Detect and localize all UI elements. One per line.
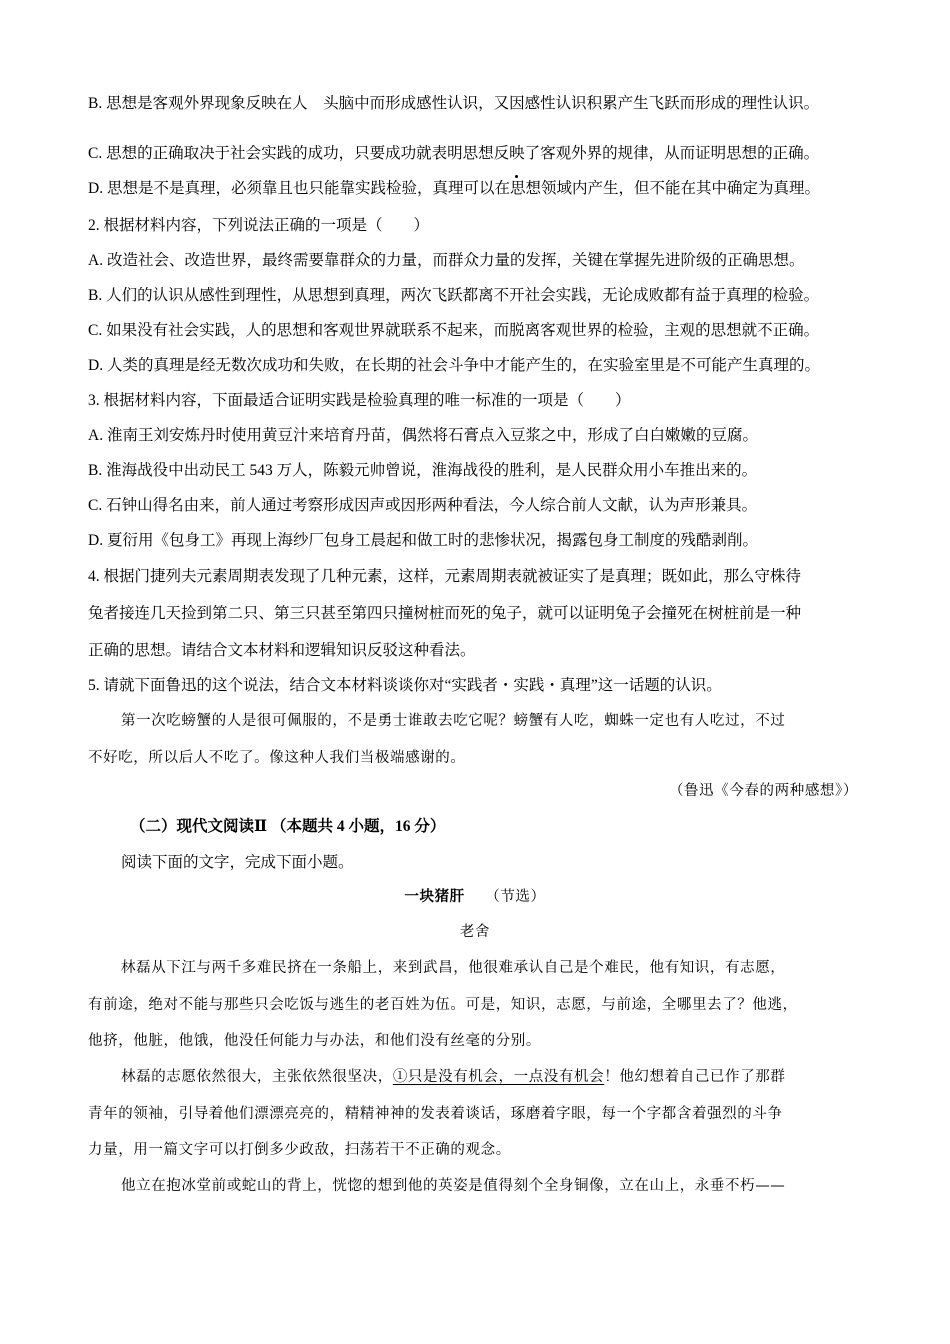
passage-p1-line-1: 林磊从下江与两千多难民挤在一条船上，来到武昌，他很难承认自己是个难民，他有知识，有志愿，: [121, 960, 786, 976]
emphasis-dot: [515, 175, 518, 178]
q3-option-b: B. 淮海战役中出动民工 543 万人，陈毅元帅曾说，淮海战役的胜利，是人民群众用小车推出来的。: [88, 462, 758, 479]
q1-option-d: D. 思想是不是真理，必须靠且也只能靠实践检验，真理可以在思想领域内产生，但不能在其中确定为真理。: [88, 180, 820, 197]
q3-stem: 3. 根据材料内容，下面最适合证明实践是检验真理的唯一标准的一项是（ ）: [88, 392, 631, 409]
q2-option-d: D. 人类的真理是经无数次成功和失败，在长期的社会斗争中才能产生的，在实验室里是不可能产生真理的。: [88, 357, 820, 374]
q1-option-b: B. 思想是客观外界现象反映在人 头脑中而形成感性认识，又因感性认识积累产生飞跃而形成的理性认识。: [88, 95, 820, 112]
passage-p1-line-2: 有前途，绝对不能与那些只会吃饭与逃生的老百姓为伍。可是，知识，志愿，与前途，全哪里去了？他逃，: [88, 997, 798, 1013]
q3-option-c: C. 石钟山得名由来，前人通过考察形成因声或因形两种看法，今人综合前人文献，认为声形兼具。: [88, 497, 758, 514]
passage-title-note: （节选）: [485, 889, 546, 905]
underlined-sentence-1: ①只是没有机会，一点没有机会: [392, 1069, 605, 1085]
q3-option-d: D. 夏衍用《包身工》再现上海纱厂包身工晨起和做工时的悲惨状况，揭露包身工制度的残酷剥削。: [88, 532, 758, 549]
passage-p2-line-3: 力量，用一篇文字可以打倒多少政敌，扫荡若干不正确的观念。: [88, 1142, 511, 1158]
q2-option-a: A. 改造社会、改造世界，最终需要靠群众的力量，而群众力量的发挥，关键在掌握先进阶级的正确思想。: [88, 252, 805, 269]
passage-p1-line-3: 他挤，他脏，他饿，他没任何能力与办法，和他们没有丝毫的分别。: [88, 1033, 541, 1049]
q2-option-b: B. 人们的认识从感性到理性，从思想到真理，两次飞跃都离不开社会实践，无论成败都有益于真理的检验。: [88, 287, 820, 304]
q2-stem: 2. 根据材料内容，下列说法正确的一项是（ ）: [88, 217, 430, 234]
passage-author: 老舍: [459, 924, 491, 940]
passage-p2-line-1-post: ！他幻想着自己已作了那群: [604, 1069, 786, 1085]
q2-option-c: C. 如果没有社会实践，人的思想和客观世界就联系不起来，而脱离客观世界的检验，主观的思想就不正确。: [88, 322, 820, 339]
q5-quote-source: （鲁迅《今春的两种感想》）: [668, 783, 858, 799]
q4-line-2: 兔者接连几天捡到第二只、第三只甚至第四只撞树桩而死的兔子，就可以证明兔子会撞死在树桩前是一种: [88, 605, 802, 622]
q5-quote-line-1: 第一次吃螃蟹的人是很可佩服的，不是勇士谁敢去吃它呢？螃蟹有人吃，蜘蛛一定也有人吃过，不过: [121, 713, 786, 729]
q5-quote-line-2: 不好吃，所以后人不吃了。像这种人我们当极端感谢的。: [88, 750, 466, 766]
passage-p3-line-1: 他立在抱冰堂前或蛇山的背上，恍惚的想到他的英姿是值得刻个全身铜像，立在山上，永垂不朽——: [121, 1178, 786, 1194]
q1-option-c: C. 思想的正确取决于社会实践的成功，只要成功就表明思想反映了客观外界的规律，从而证明思想的正确。: [88, 145, 820, 162]
passage-title: [0, 887, 950, 907]
passage-p2-line-1-pre: 林磊的志愿依然很大，主张依然很坚决，: [121, 1069, 393, 1085]
q4-line-1: 4. 根据门捷列夫元素周期表发现了几种元素，这样，元素周期表就被证实了是真理；既如此，那么守株待: [88, 568, 802, 585]
section-instruction: 阅读下面的文字，完成下面小题。: [121, 854, 354, 871]
q4-line-3: 正确的思想。请结合文本材料和逻辑知识反驳这种看法。: [88, 642, 476, 659]
section-heading: （二）现代文阅读Ⅱ （本题共 4 小题，16 分）: [130, 818, 446, 835]
passage-p2-line-1: [121, 1067, 911, 1087]
q5-stem: 5. 请就下面鲁迅的这个说法，结合文本材料谈谈你对“实践者・实践・真理”这一话题的认识。: [88, 677, 722, 694]
q3-option-a: A. 淮南王刘安炼丹时使用黄豆汁来培育丹苗，偶然将石膏点入豆浆之中，形成了白白嫩嫩的豆腐。: [88, 427, 758, 444]
passage-p2-line-2: 青年的领袖，引导着他们漂漂亮亮的，精精神神的发表着谈话，琢磨着字眼，每一个字都含着强烈的斗争: [88, 1106, 783, 1122]
passage-title-text: 一块猪肝: [404, 888, 465, 905]
